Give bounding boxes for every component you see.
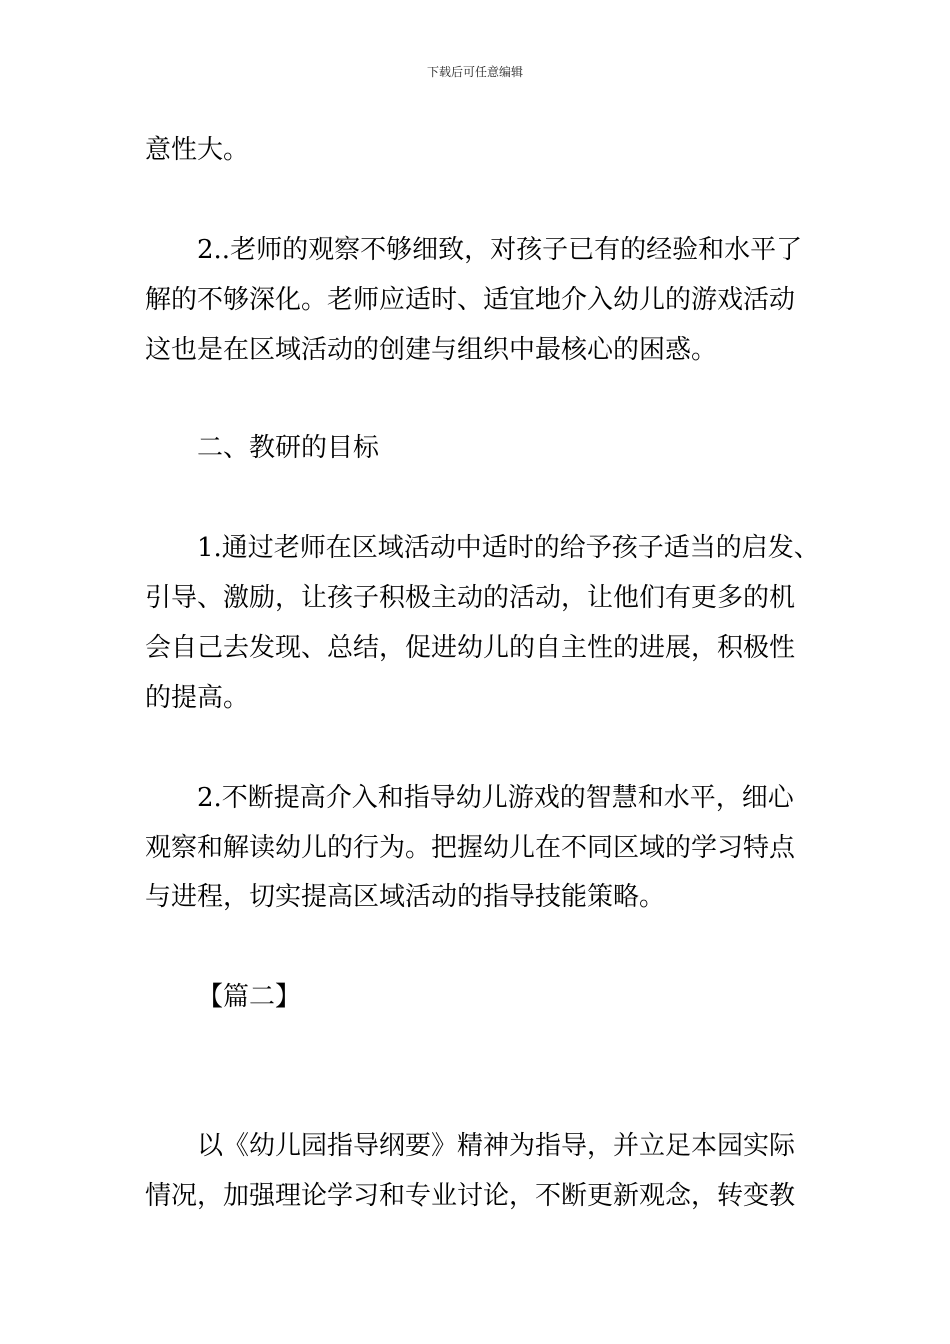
heading-text: 【篇二】 [197, 982, 302, 1012]
text-line: 与进程，切实提高区域活动的指导技能策略。 [145, 882, 666, 912]
text-line: 意性大。 [145, 135, 250, 165]
text-line: 2.不断提高介入和指导幼儿游戏的智慧和水平，细心 [197, 783, 794, 813]
text-line: 会自己去发现、总结，促进幼儿的自主性的进展，积极性 [145, 633, 796, 663]
text-line: 解的不够深化。老师应适时、适宜地介入幼儿的游戏活动 [145, 285, 796, 315]
heading-text: 二、教研的目标 [197, 433, 380, 463]
text-line: 引导、激励，让孩子积极主动的活动，让他们有更多的机 [145, 583, 796, 613]
text-line: 的提高。 [145, 683, 250, 713]
page-header: 下载后可任意编辑 [426, 65, 523, 79]
text-line: 1.通过老师在区域活动中适时的给予孩子适当的启发、 [197, 533, 820, 563]
text-line: 以《幼儿园指导纲要》精神为指导，并立足本园实际 [197, 1131, 796, 1161]
text-line: 2..老师的观察不够细致，对孩子已有的经验和水平了 [197, 235, 803, 265]
text-line: 观察和解读幼儿的行为。把握幼儿在不同区域的学习特点 [145, 833, 796, 863]
text-line: 这也是在区域活动的创建与组织中最核心的困惑。 [145, 335, 718, 365]
text-line: 情况，加强理论学习和专业讨论，不断更新观念，转变教 [145, 1181, 796, 1211]
